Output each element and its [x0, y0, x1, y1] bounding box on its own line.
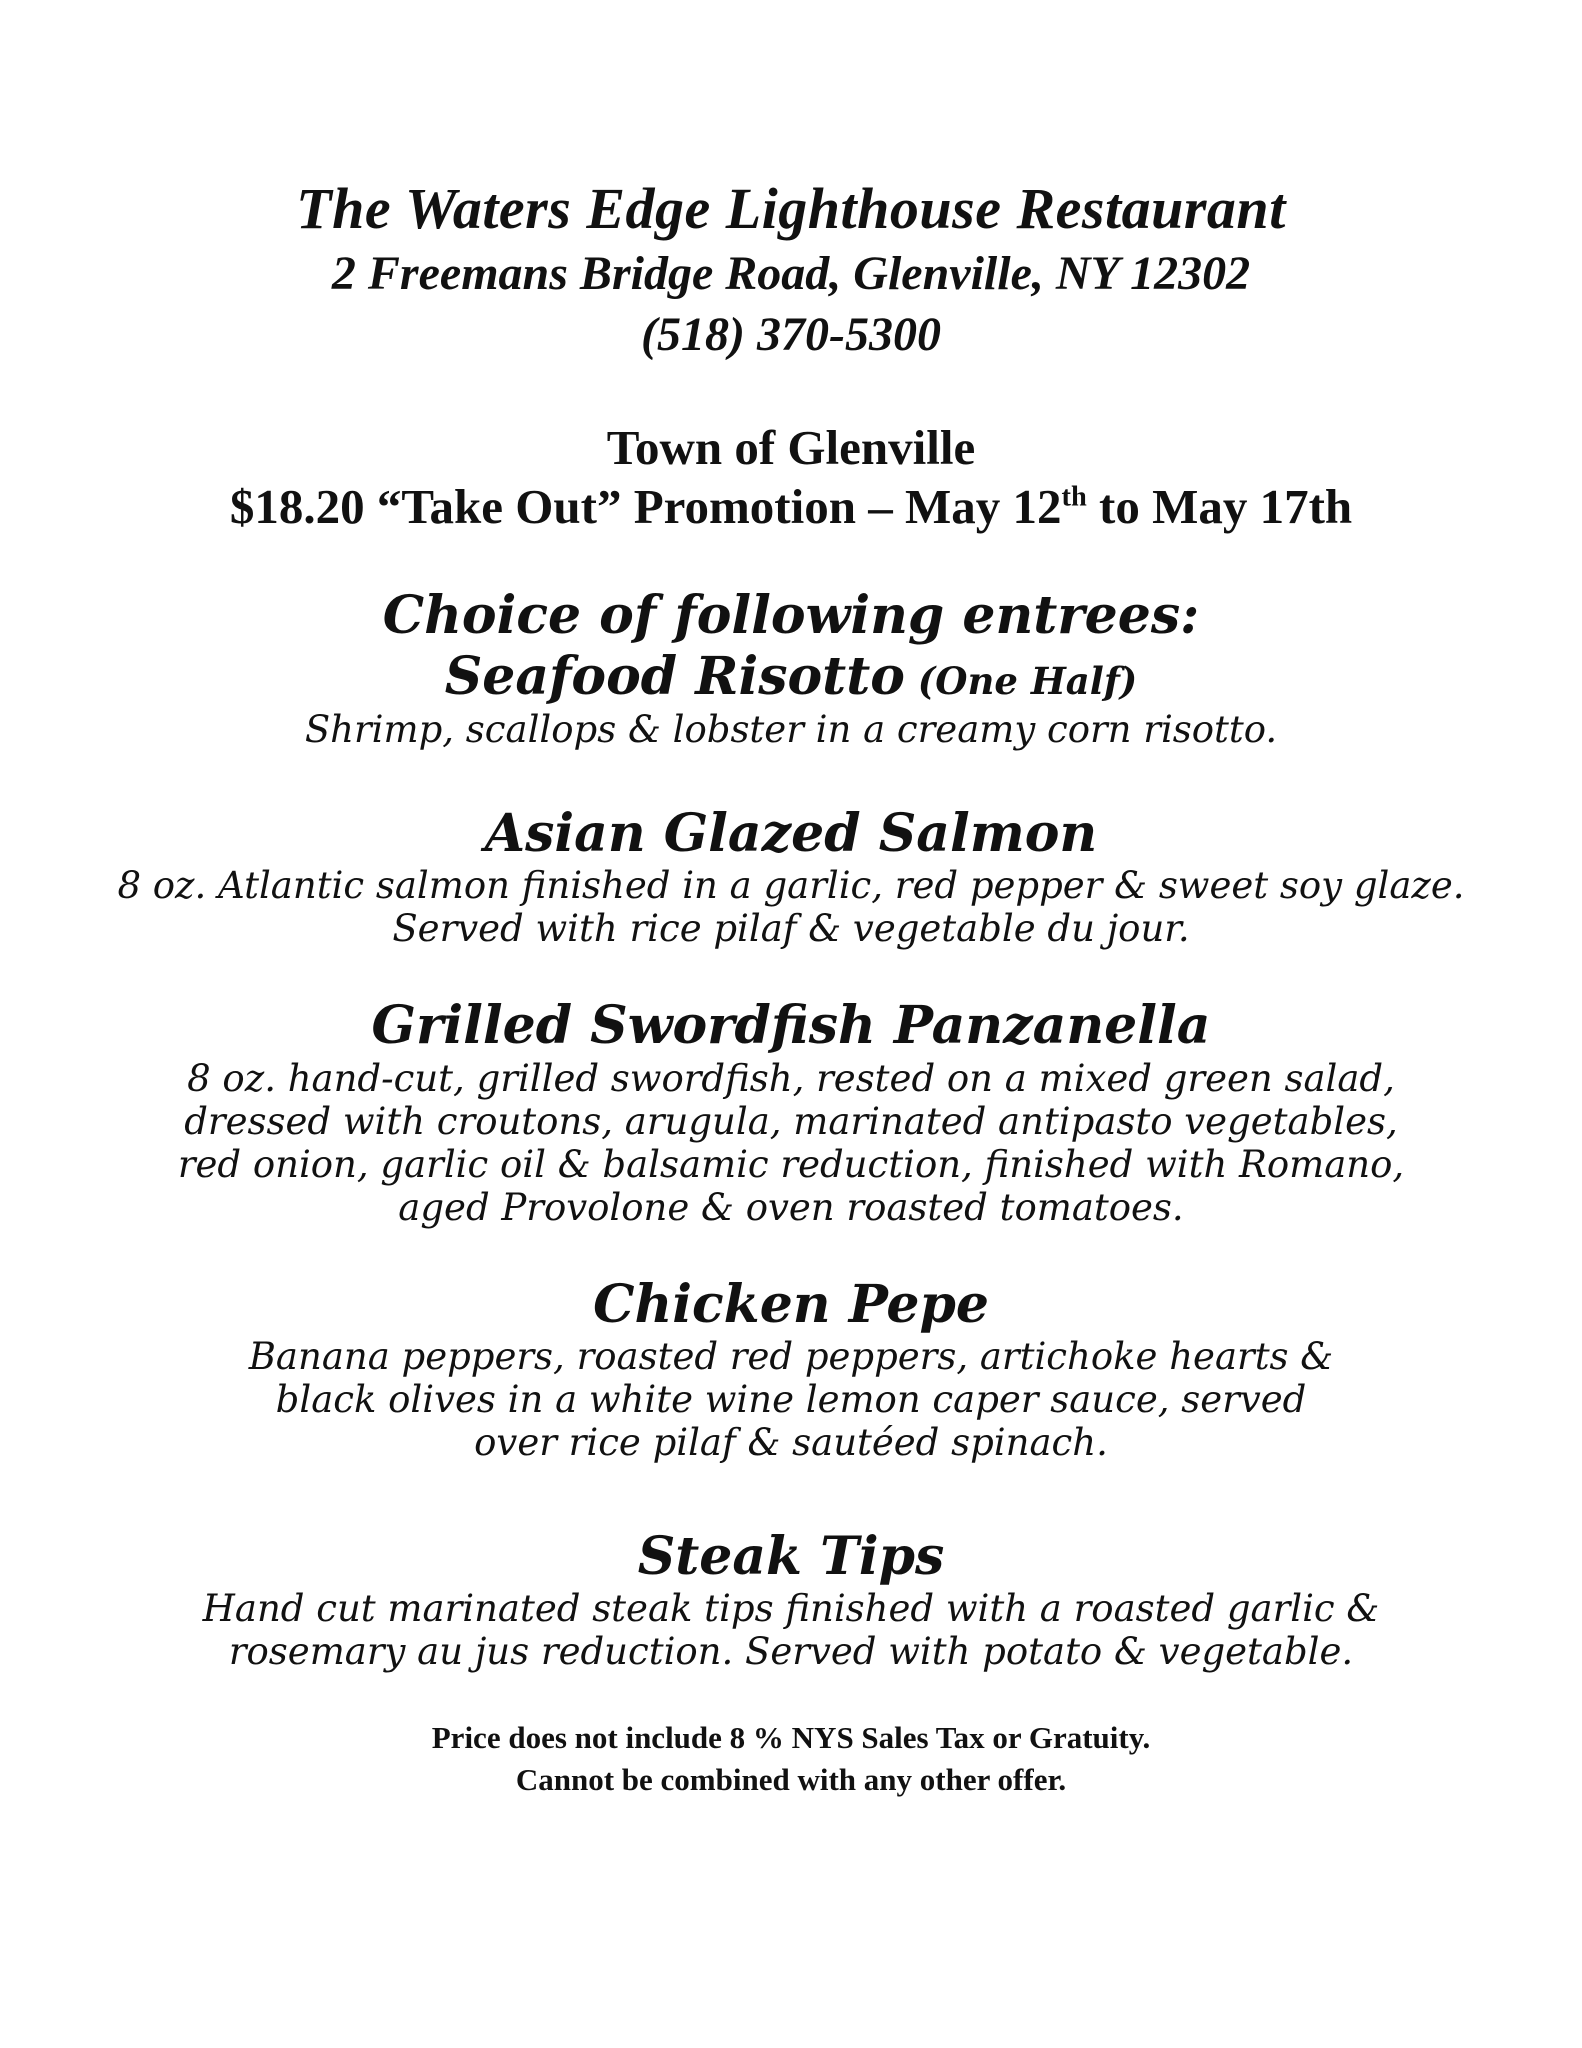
entree-name: Steak Tips	[637, 1525, 945, 1587]
entree-name: Grilled Swordfish Panzanella	[371, 995, 1211, 1057]
entree-description-line: over rice pilaf & sautéed spinach.	[474, 1420, 1108, 1464]
restaurant-header	[0, 176, 1582, 366]
restaurant-title: The Waters Edge Lighthouse Restaurant	[296, 176, 1286, 241]
entree-name: Chicken Pepe	[593, 1273, 989, 1335]
entree-name: Asian Glazed Salmon	[484, 802, 1098, 864]
promotion-block	[0, 418, 1582, 538]
promotion-line-prefix: $18.20 “Take Out” Promotion – May 12	[229, 479, 1062, 535]
entree-section	[0, 646, 1582, 750]
entree-section	[0, 803, 1582, 950]
entree-description-line: black olives in a white wine lemon caper sauce, served	[275, 1377, 1307, 1421]
promotion-line-suffix: to May 17th	[1086, 479, 1353, 535]
choice-heading: Choice of following entrees:	[382, 585, 1200, 647]
footer-notes	[0, 1717, 1582, 1801]
entree-qualifier: (One Half)	[904, 659, 1138, 704]
restaurant-address: 2 Freemans Bridge Road, Glenville, NY 12302	[331, 246, 1251, 300]
entree-list	[0, 646, 1582, 1673]
footer-note-tax: Price does not include 8 % NYS Sales Tax or Gratuity.	[431, 1720, 1151, 1756]
entree-description-line: Banana peppers, roasted red peppers, artichoke hearts &	[248, 1334, 1334, 1378]
restaurant-phone: (518) 370-5300	[641, 308, 941, 362]
promotion-line	[0, 477, 1582, 537]
promotion-organization: Town of Glenville	[606, 419, 976, 475]
entree-section	[0, 1274, 1582, 1464]
footer-note-offer: Cannot be combined with any other offer.	[515, 1762, 1067, 1798]
entree-section	[0, 1526, 1582, 1673]
entree-description-line: dressed with croutons, arugula, marinated antipasto vegetables,	[184, 1099, 1398, 1143]
entree-description-line: Hand cut marinated steak tips finished with a roasted garlic &	[202, 1587, 1380, 1631]
entree-section	[0, 995, 1582, 1228]
entree-name: Seafood Risotto (One Half)	[444, 646, 1138, 708]
entree-description-line: Shrimp, scallops & lobster in a creamy corn risotto.	[304, 707, 1278, 751]
entree-description-line: 8 oz. Atlantic salmon finished in a garlic, red pepper & sweet soy glaze.	[117, 864, 1465, 908]
entree-description-line: 8 oz. hand-cut, grilled swordfish, rested on a mixed green salad,	[187, 1056, 1395, 1100]
entree-description-line: rosemary au jus reduction. Served with potato & vegetable.	[228, 1630, 1354, 1674]
entree-description-line: Served with rice pilaf & vegetable du jour.	[392, 907, 1190, 951]
entree-description-line: aged Provolone & oven roasted tomatoes.	[398, 1185, 1184, 1229]
entree-description-line: red onion, garlic oil & balsamic reduction, finished with Romano,	[177, 1142, 1405, 1186]
promotion-line-superscript: th	[1061, 482, 1087, 513]
